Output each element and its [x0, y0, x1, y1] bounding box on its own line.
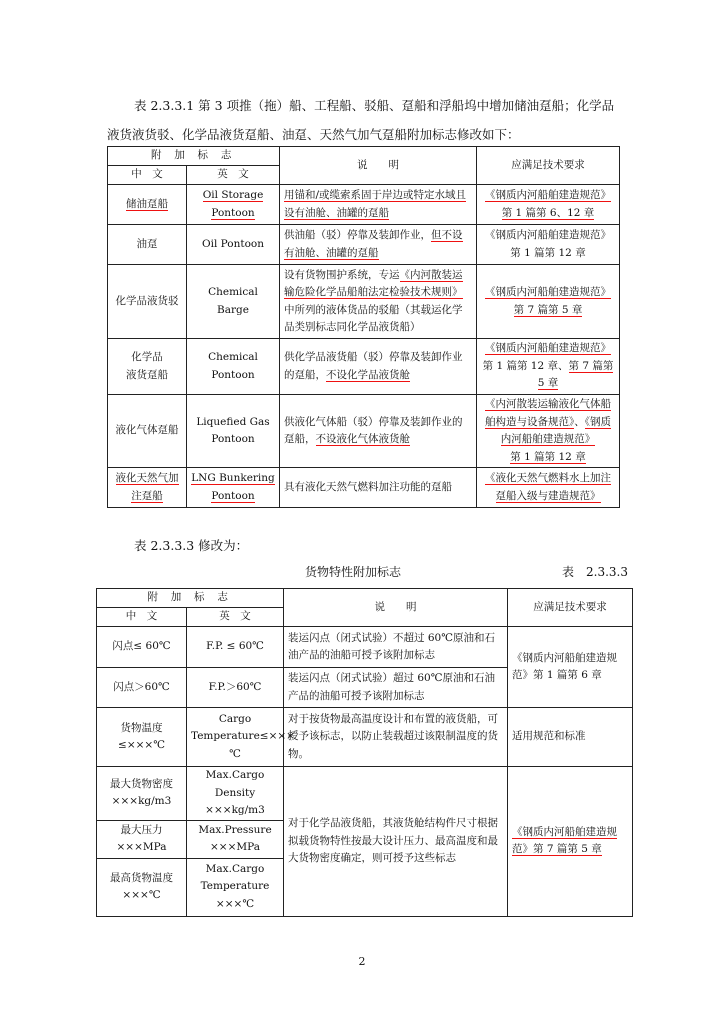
en-line: LNG Bunkering — [191, 472, 275, 484]
en-line: ×××kg/m3 — [205, 804, 265, 816]
description-text: 供化学品液货船（驳）停靠及装卸作业的趸船， — [284, 351, 463, 381]
description-underlined: 《内河散装运输危险化学品船舶法定检验技术规则》 — [284, 268, 463, 298]
requirement-line: 《钢质内河船舶建造规范》 — [485, 229, 611, 241]
requirement: 适用规范和标准 — [508, 708, 633, 767]
en-label — [187, 858, 284, 916]
table-row — [97, 627, 633, 668]
table-row — [108, 468, 620, 508]
en-label — [187, 767, 284, 821]
intro-line-2: 液货液货驳、化学品液货趸船、油趸、天然气加气趸船附加标志修改如下： — [107, 127, 520, 142]
cn-line: 最高货物温度 — [110, 871, 173, 884]
requirement-underlined: 《钢质内河船舶建造规范》第 7 篇第 5 章 — [512, 825, 617, 856]
header-description: 说 明 — [284, 589, 508, 627]
cn-line: ×××MPa — [116, 841, 167, 853]
description: 用锚和/或缆索系固于岸边或特定水域且设有油舱、油罐的趸船 — [284, 189, 467, 219]
description-text: 中所列的液体货品的驳船（其载运化学品类别标志同化学品液货船） — [284, 303, 463, 333]
header-notation: 附 加 标 志 — [108, 147, 280, 166]
description-merged: 对于化学品液货船，其液货舱结构件尺寸根据拟载货物特性按最大设计压力、最高温度和最大货物密度确定，则可授予这些标志 — [284, 767, 508, 917]
cn-line: 化学品 — [131, 351, 163, 363]
requirement-underlined: 《钢质内河船舶建造规范》 — [485, 342, 611, 355]
cn-label: 化学品液货驳 — [108, 265, 187, 339]
requirement — [477, 468, 620, 508]
en-line: Chemical — [208, 351, 258, 363]
en-label: Oil Storage — [202, 189, 264, 201]
description — [280, 339, 477, 395]
cn-label: 闪点≤ 60℃ — [97, 627, 187, 668]
en-line: Temperature — [200, 880, 270, 893]
description: 对于按货物最高温度设计和布置的液货船，可授予该标志，以防止装载超过该限制温度的货物。 — [284, 708, 508, 767]
requirement-underlined: 第 1 篇第 12 章 — [510, 450, 586, 463]
description: 具有液化天然气燃料加注功能的趸船 — [280, 468, 477, 508]
en-label: F.P.＞60℃ — [187, 668, 284, 708]
table-row — [108, 225, 620, 265]
en-line: Pontoon — [211, 368, 255, 381]
requirement-line: 《钢质内河船舶建造规范》 — [485, 286, 611, 298]
en-label: Pontoon — [211, 206, 255, 219]
en-line: Temperature≤××× — [191, 730, 295, 743]
en-line: Cargo — [218, 712, 252, 725]
description-text: 设有货物围护系统，专运 — [284, 268, 400, 281]
header-description: 说 明 — [280, 147, 477, 185]
en-line: Liquefied Gas — [196, 415, 270, 428]
cn-label: 货物温度≤×××℃ — [97, 708, 187, 767]
header-english: 英 文 — [187, 166, 280, 185]
en-line: Max.Pressure — [198, 823, 272, 836]
cn-underlined: 液化天然气加注趸船 — [115, 472, 179, 502]
requirement-text: 、 — [574, 415, 585, 428]
en-label — [187, 339, 280, 395]
table-row — [108, 339, 620, 395]
cn-line: ×××℃ — [122, 889, 161, 901]
requirement-merged — [508, 767, 633, 917]
table-row — [108, 395, 620, 468]
description: 装运闪点（闭式试验）不超过 60℃原油和石油产品的油船可授予该附加标志 — [284, 627, 508, 668]
cn-line: 液货趸船 — [126, 368, 168, 381]
requirement-underlined: 《液化天然气燃料水上加注趸船入级与建造规范》 — [485, 472, 611, 502]
header-requirements: 应满足技术要求 — [508, 589, 633, 627]
cn-label: 闪点＞60℃ — [97, 668, 187, 708]
table-row — [97, 767, 633, 821]
cn-label: 储油趸船 — [126, 197, 168, 210]
requirement — [477, 395, 620, 468]
cn-label — [97, 858, 187, 916]
description-text: 供油船（驳）停靠及装卸作业， — [284, 229, 431, 241]
requirement — [477, 339, 620, 395]
cn-line: 最大货物密度 — [110, 777, 173, 790]
notation-table-2 — [96, 588, 633, 917]
en-label — [187, 468, 280, 508]
description-text: 供液化气体船（驳）停靠及装卸作业的趸船， — [284, 415, 463, 445]
cn-label — [108, 339, 187, 395]
requirement — [477, 225, 620, 265]
requirement — [477, 265, 620, 339]
table-row — [108, 185, 620, 225]
en-line: ×××MPa — [210, 841, 260, 853]
cn-line: 最大压力 — [120, 823, 163, 836]
en-label: F.P. ≤ 60℃ — [187, 627, 284, 668]
description: 装运闪点（闭式试验）超过 60℃原油和石油产品的油船可授予该附加标志 — [284, 668, 508, 708]
page-number: 2 — [358, 955, 366, 968]
requirement-underlined: 《钢质内河船舶建造规范》 — [500, 415, 611, 445]
description — [280, 225, 477, 265]
description-underlined: 但不设有油舱、油罐的趸船 — [284, 229, 463, 259]
intro-line-1: 表 2.3.3.1 第 3 项推（拖）船、工程船、驳船、趸船和浮船坞中增加储油趸船；化学品 — [134, 98, 615, 113]
en-label: Chemical Barge — [187, 265, 280, 339]
requirement-underlined: 《内河散装运输液化气体船舶构造与设备规范》 — [485, 398, 611, 428]
requirement-line: 第 7 篇第 5 章 — [513, 303, 583, 316]
en-line: Max.Cargo Density — [205, 769, 265, 799]
requirement-line: 第 1 篇第 12 章 — [510, 246, 586, 259]
description — [280, 395, 477, 468]
en-line: Pontoon — [211, 433, 255, 445]
cn-label — [97, 767, 187, 821]
description-underlined: 不设化学品液货舱 — [326, 368, 410, 381]
intro-paragraph — [107, 91, 627, 149]
requirement-merged: 《钢质内河船舶建造规范》第 1 篇第 6 章 — [508, 627, 633, 708]
header-chinese: 中 文 — [97, 608, 187, 627]
requirement: 《钢质内河船舶建造规范》 — [485, 189, 611, 201]
cn-label: 液化气体趸船 — [108, 395, 187, 468]
section2-line: 表 2.3.3.3 修改为： — [134, 538, 249, 553]
header-requirements: 应满足技术要求 — [477, 147, 620, 185]
description-underlined: 不设液化气体液货舱 — [315, 433, 410, 445]
header-chinese: 中 文 — [108, 166, 187, 185]
en-line: Pontoon — [211, 489, 255, 502]
requirement-underlined: 第 7 篇第 5 章 — [537, 359, 614, 390]
table-row — [108, 265, 620, 339]
en-label: Oil Pontoon — [187, 225, 280, 265]
en-line: Max.Cargo — [205, 862, 265, 875]
notation-table-1 — [107, 146, 620, 508]
requirement: 第 1 篇第 6、12 章 — [501, 206, 595, 219]
table-number: 表 2.3.3.3 — [562, 565, 628, 579]
cn-label — [97, 820, 187, 858]
requirement-text: 第 1 篇第 12 章、 — [482, 359, 569, 372]
cn-label — [108, 468, 187, 508]
en-label — [187, 820, 284, 858]
en-label — [187, 395, 280, 468]
cn-line: ×××kg/m3 — [111, 795, 172, 808]
en-label — [187, 708, 295, 767]
cn-label: 油趸 — [108, 225, 187, 265]
description — [280, 265, 477, 339]
header-english: 英 文 — [187, 608, 284, 627]
table-caption: 货物特性附加标志 — [305, 565, 402, 579]
header-notation: 附 加 标 志 — [97, 589, 284, 608]
en-line: ℃ — [229, 747, 241, 760]
table-row — [97, 708, 633, 767]
en-line: ×××℃ — [215, 897, 255, 910]
